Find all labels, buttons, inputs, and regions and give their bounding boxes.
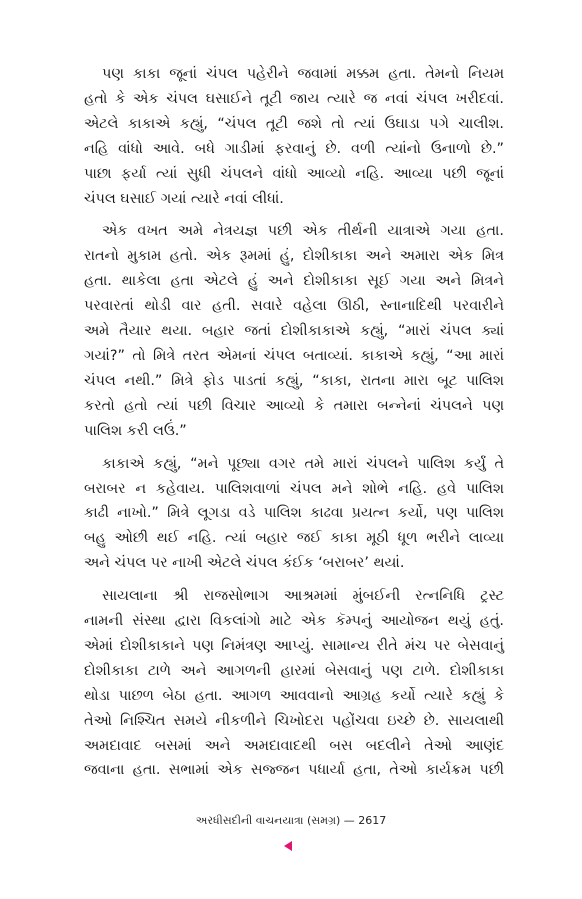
text-line: એટલે કાકાએ કહ્યું, “ચંપલ તૂટી જશે તો ત્યાં ઉઘાડા પગે ચાલીશ.: [84, 115, 504, 132]
text-line: પાલિશ કરી લઉં.”: [84, 422, 187, 439]
text-line: અને ચંપલ પર નાખી એટલે ચંપલ કંઈક ‘બરાબર’ થયાં.: [84, 555, 405, 572]
text-line: તેઓ નિશ્ચિત સમયે નીકળીને ચિખોદરા પહોંચવા ઇચ્છે છે. સાયલાથી: [84, 712, 504, 729]
text-line: ચંપલ ઘસાઈ ગયાં ત્યારે નવાં લીધાં.: [84, 190, 284, 207]
text-line: ગયાં?” તો મિત્રે તરત એમનાં ચંપલ બતાવ્યાં. કાકાએ કહ્યું, “આ મારાં: [84, 347, 504, 364]
text-line: કાઢી નાખો.” મિત્રે લૂગડા વડે પાલિશ કાઢવા પ્રયત્ન કર્યો, પણ પાલિશ: [84, 505, 504, 522]
text-line: રાતનો મુકામ હતો. એક રૂમમાં હું, દોશીકાકા અને અમારા એક મિત્ર: [84, 248, 504, 265]
previous-page-icon[interactable]: [284, 841, 292, 851]
text-line: પણ કાકા જૂનાં ચંપલ પહેરીને જવામાં મક્કમ હતા. તેમનો નિયમ: [102, 66, 504, 82]
paragraph: [84, 219, 504, 443]
text-line: બહુ ઓછી થઈ નહિ. ત્યાં બહાર જઈ કાકા મૂઠી ધૂળ ભરીને લાવ્યા: [84, 530, 504, 547]
text-line: ચંપલ નથી.” મિત્રે ફોડ પાડતાં કહ્યું, “કાકા, રાતના મારા બૂટ પાલિશ: [84, 372, 504, 389]
text-line: થોડા પાછળ બેઠા હતા. આગળ આવવાનો આગ્રહ કર્યો ત્યારે કહ્યું કે: [84, 687, 504, 704]
text-line: નહિ વાંધો આવે. બધે ગાડીમાં ફરવાનું છે. વળી ત્યાંનો ઉનાળો છે.”: [84, 140, 504, 157]
text-line: એમાં દોશીકાકાને પણ નિમંત્રણ આપ્યું. સામાન્ય રીતે મંચ પર બેસવાનું: [84, 637, 504, 654]
text-line: જવાના હતા. સભામાં એક સજ્જન પધાર્યા હતા, તેઓ કાર્યક્રમ પછી: [84, 762, 504, 779]
text-line: એક વખત અમે નેત્રયજ્ઞ પછી એક તીર્થની યાત્રાએ ગયા હતા.: [102, 223, 504, 240]
text-line: દોશીકાકા ટાળે અને આગળની હારમાં બેસવાનું પણ ટાળે. દોશીકાકા: [84, 662, 504, 679]
paragraph: [84, 62, 504, 211]
text-line: પાછા ફર્યા ત્યાં સુધી ચંપલને વાંધો આવ્યો નહિ. આવ્યા પછી જૂનાં: [84, 165, 504, 182]
text-line: કરતો હતો ત્યાં પછી વિચાર આવ્યો કે તમારા બન્નેનાં ચંપલને પણ: [84, 397, 504, 414]
page-body: [84, 62, 504, 791]
text-line: અમે તૈયાર થયા. બહાર જતાં દોશીકાકાએ કહ્યું, “મારાં ચંપલ ક્યાં: [84, 323, 504, 340]
text-line: પરવારતાં થોડી વાર હતી. સવારે વહેલા ઊઠી, સ્નાનાદિથી પરવારીને: [84, 298, 504, 315]
paragraph: [84, 452, 504, 577]
paragraph: [84, 584, 504, 783]
text-line: અમદાવાદ બસમાં અને અમદાવાદથી બસ બદલીને તેઓ આણંદ: [84, 737, 504, 754]
text-line: સાયલાના શ્રી રાજસોભાગ આશ્રમમાં મુંબઈની રત્નનિધિ ટ્રસ્ટ: [102, 588, 504, 605]
text-line: નામની સંસ્થા દ્વારા વિકલાંગો માટે એક કૅમ્પનું આયોજન થયું હતું.: [84, 613, 504, 630]
text-line: હતા. થાકેલા હતા એટલે હું અને દોશીકાકા સૂઈ ગયા અને મિત્રને: [84, 273, 504, 290]
text-line: કાકાએ કહ્યું, “મને પૂછ્યા વગર તમે મારાં ચંપલને પાલિશ કર્યું તે: [102, 455, 504, 472]
page-footer: અરધીસદીની વાચનયાત્રા (સમગ્ર) — 2617: [195, 814, 387, 827]
text-line: બરાબર ન કહેવાય. પાલિશવાળાં ચંપલ મને શોભે નહિ. હવે પાલિશ: [84, 480, 504, 497]
text-line: હતો કે એક ચંપલ ઘસાઈને તૂટી જાય ત્યારે જ નવાં ચંપલ ખરીદવાં.: [84, 90, 504, 107]
